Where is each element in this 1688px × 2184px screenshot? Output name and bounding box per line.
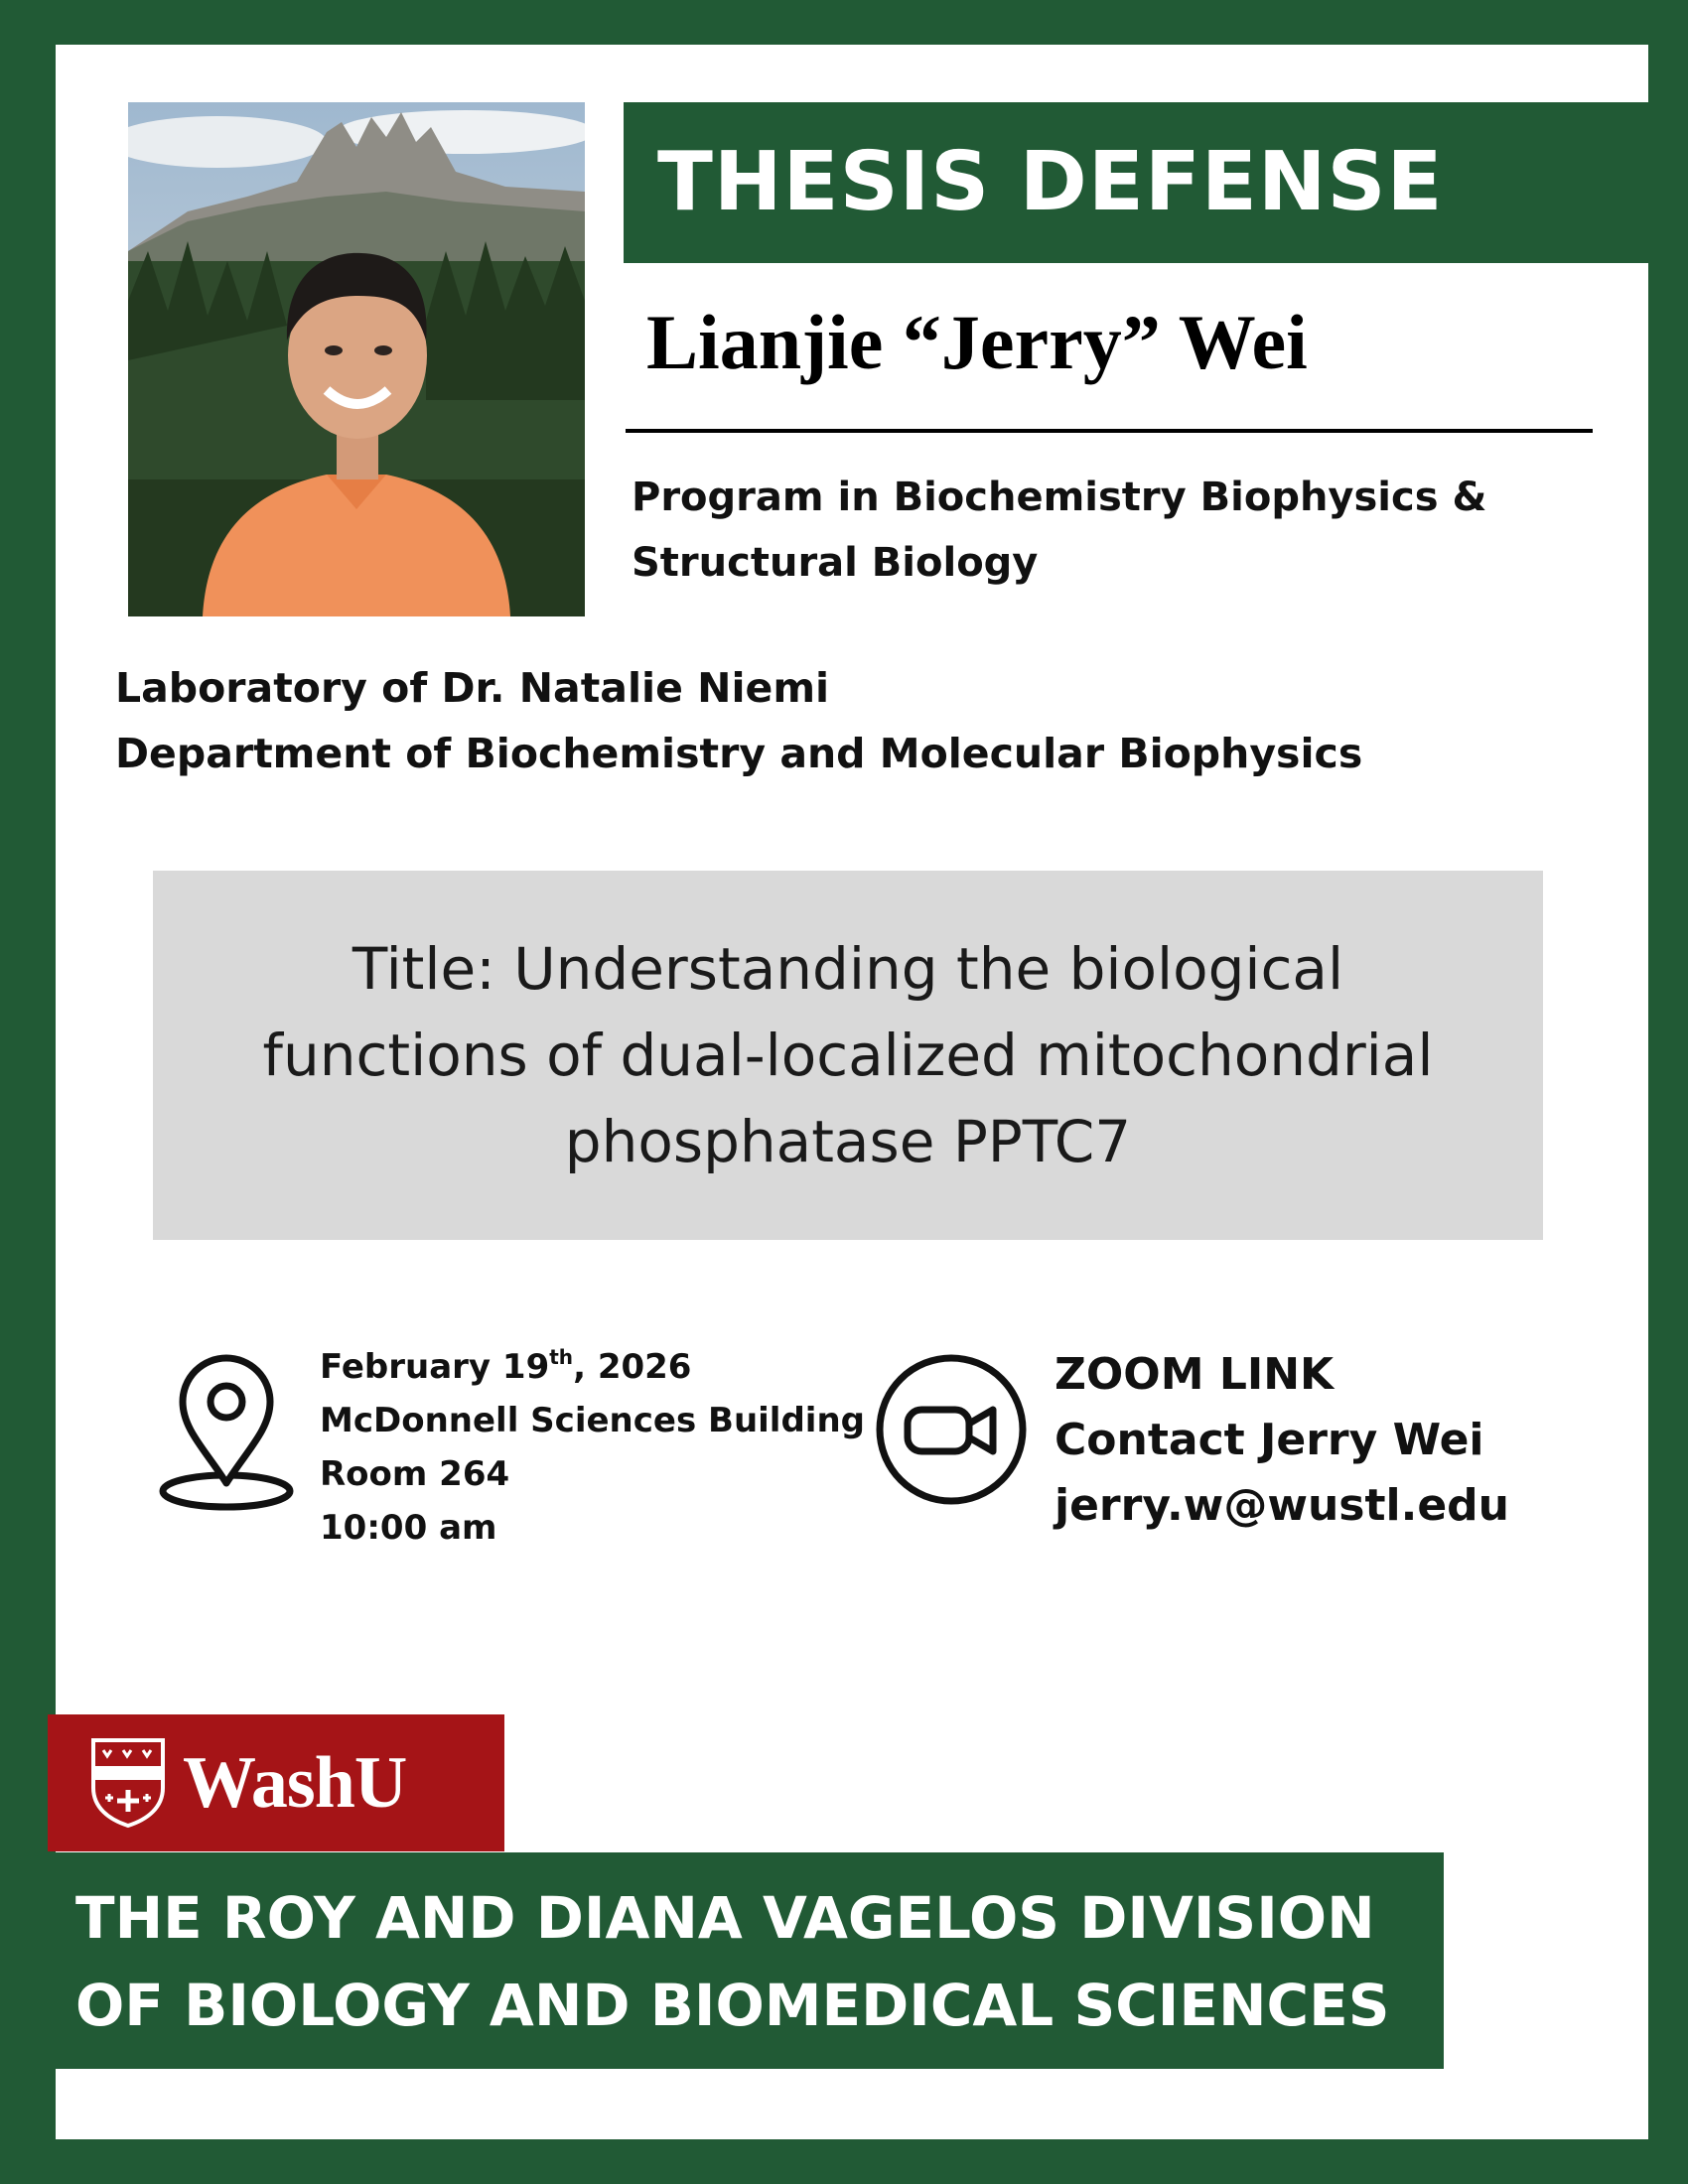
division-line-2: OF BIOLOGY AND BIOMEDICAL SCIENCES — [75, 1972, 1390, 2039]
zoom-email[interactable]: jerry.w@wustl.edu — [1055, 1480, 1509, 1531]
event-details — [320, 1340, 876, 1555]
location-pin-icon — [157, 1352, 296, 1511]
zoom-info — [1055, 1342, 1611, 1539]
division-banner — [48, 1852, 1444, 2069]
program-affiliation — [632, 465, 1605, 596]
speaker-photo — [128, 102, 585, 616]
program-line-2: Structural Biology — [632, 540, 1039, 586]
talk-title-box — [153, 871, 1543, 1240]
department-name: Department of Biochemistry and Molecular Biophysics — [115, 730, 1363, 777]
thesis-defense-banner: THESIS DEFENSE — [624, 102, 1648, 263]
lab-affiliation — [115, 655, 1565, 786]
lab-name: Laboratory of Dr. Natalie Niemi — [115, 664, 830, 712]
event-date: February 19th, 2026 — [320, 1345, 692, 1387]
talk-title-line-3: phosphatase PPTC7 — [564, 1107, 1132, 1175]
zoom-heading: ZOOM LINK — [1055, 1349, 1335, 1400]
event-building: McDonnell Sciences Building — [320, 1401, 865, 1440]
talk-title — [183, 926, 1513, 1185]
talk-title-line-1: Title: Understanding the biological — [352, 934, 1344, 1003]
program-line-1: Program in Biochemistry Biophysics & — [632, 475, 1487, 520]
name-divider — [626, 429, 1593, 433]
division-line-1: THE ROY AND DIANA VAGELOS DIVISION — [75, 1884, 1375, 1952]
washu-logo — [48, 1714, 504, 1851]
washu-shield-icon — [89, 1736, 167, 1830]
video-camera-icon — [874, 1352, 1029, 1507]
event-room: Room 264 — [320, 1454, 510, 1494]
zoom-contact: Contact Jerry Wei — [1055, 1415, 1484, 1465]
event-time: 10:00 am — [320, 1508, 497, 1548]
talk-title-line-2: functions of dual-localized mitochondrial — [262, 1021, 1434, 1089]
speaker-name: Lianjie “Jerry” Wei — [646, 299, 1308, 385]
washu-wordmark: WashU — [183, 1741, 407, 1824]
